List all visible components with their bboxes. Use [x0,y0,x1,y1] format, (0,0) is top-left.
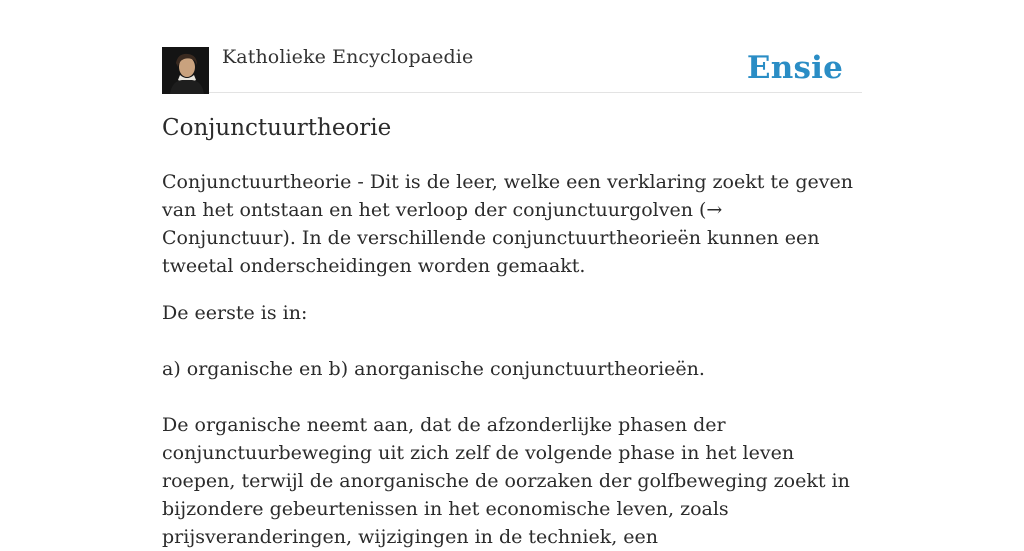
article-paragraph: De organische neemt aan, dat de afzonderlijke phasen der conjunctuurbeweging uit zich zelf de volgende phase in het leven roepen, terwijl de anorganische de oorzaken der golfbeweging zoekt in bijzondere gebeurtenissen in het economische leven, zoals prijsveranderingen, wijzigingen in de techniek, een [162,414,850,548]
article-line: De eerste is in: [162,302,308,324]
line-break [162,327,862,355]
article-body [162,168,862,551]
line-break [162,383,862,411]
article-line: a) organische en b) anorganische conjunctuurtheorieën. [162,358,705,380]
page-title: Conjunctuurtheorie [162,115,392,141]
site-name[interactable]: Katholieke Encyclopaedie [222,46,474,68]
brand-logo[interactable]: Ensie [746,50,843,86]
site-header [162,0,862,93]
article-paragraph: Conjunctuurtheorie - Dit is de leer, welke een verklaring zoekt te geven van het ontstaan en het verloop der conjunctuurgolven (→ Conjunctuur). In de verschillende conjunctuurtheorieën kunnen een tweetal onderscheidingen worden gemaakt. [162,171,853,277]
portrait-avatar-icon[interactable] [162,47,209,94]
page [162,0,862,548]
